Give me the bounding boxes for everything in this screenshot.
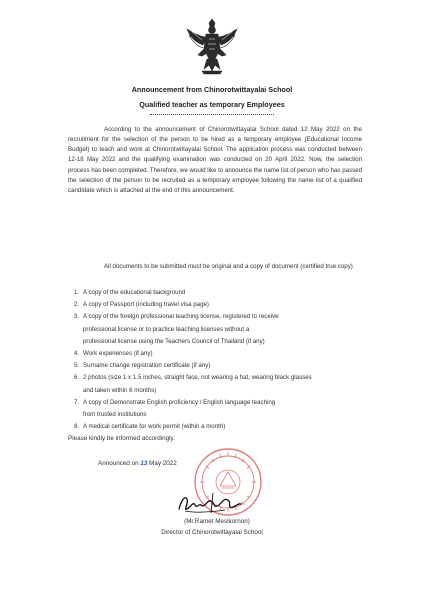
list-item-text: A copy of the educational background xyxy=(83,289,186,296)
list-item-text: and taken within 6 months) xyxy=(83,386,157,394)
documents-intro xyxy=(68,262,362,272)
list-item xyxy=(74,311,364,348)
list-item-text: Work experiences (if any) xyxy=(83,350,153,358)
list-item-number: 8. xyxy=(74,423,80,431)
list-item-number: 2. xyxy=(74,301,80,309)
list-item xyxy=(74,421,364,433)
list-item-text: A copy of Demonstrate English proficiency / English language teaching xyxy=(83,398,276,406)
documents-list xyxy=(74,287,364,433)
list-item-text: 2 photos (size 1 x 1.5 inches, straight face, not wearing a hat, wearing black glasses xyxy=(83,374,312,382)
documents-intro-text: All documents to be submitted must be original and a copy of document (certified true copy) xyxy=(104,263,353,270)
signer-position: Director of Chinorotwittayalai School xyxy=(161,529,263,536)
list-item xyxy=(74,397,364,421)
title-divider xyxy=(150,114,274,115)
list-item-text: from trusted institutions xyxy=(83,411,147,419)
announcement-paragraph xyxy=(68,125,362,196)
list-item-text: A medical certificate for work permit (within a month) xyxy=(83,423,226,431)
announced-day: 13 xyxy=(140,460,148,467)
list-item-number: 6. xyxy=(74,374,80,382)
announced-prefix: Announced on xyxy=(98,460,139,467)
document-subtitle: Qualified teacher as temporary Employees xyxy=(139,100,285,109)
list-item xyxy=(74,287,364,299)
list-item-number: 3. xyxy=(74,313,80,321)
list-item-text: Surname change registration certificate (if any) xyxy=(83,362,211,370)
list-item-number: 4. xyxy=(74,350,80,358)
list-item-text: professional license using the Teachers Council of Thailand (if any) xyxy=(83,337,265,345)
list-item xyxy=(74,299,364,311)
announcement-paragraph-text: According to the announcement of Chinorotwittayalai School dated 12 May 2022 on the recruitment for the selection of the person to be hired as a temporary employee (Educational Income Budget) to teach and work at Chinorotwittayalai School. The application process was conducted between 12-18 May 2022 and the qualifying examination was conducted on 20 April 2022. Now, the selection process has been completed. Therefore, we would like to announce the name list of person who has passed the selection of the person to be recruited as a temporary employee following the name list of a qualified candidate which is attached at the end of this announcement. xyxy=(68,126,362,194)
list-item-number: 7. xyxy=(74,398,80,406)
list-item-number: 5. xyxy=(74,362,80,370)
list-item xyxy=(74,360,364,372)
closing-line: Please kindly be informed accordingly. xyxy=(68,435,175,442)
list-item-number: 1. xyxy=(74,289,80,296)
list-item xyxy=(74,348,364,360)
announced-month-year: May 2022 xyxy=(149,460,177,467)
list-item-text: A copy of the foreign professional teaching license, registered to receive xyxy=(83,313,279,321)
announcement-date xyxy=(98,460,177,467)
list-item xyxy=(74,372,364,396)
signer-name: (Mr.Ramet Mesikornon) xyxy=(184,518,250,525)
list-item-text: A copy of Passport (including travel visa page) xyxy=(83,301,209,309)
list-item-text: professional license or to practice teaching licenses without a xyxy=(83,325,250,333)
handwritten-signature xyxy=(175,491,245,517)
document-title: Announcement from Chinorotwittayalai School xyxy=(131,85,293,94)
garuda-emblem-icon xyxy=(185,19,239,75)
